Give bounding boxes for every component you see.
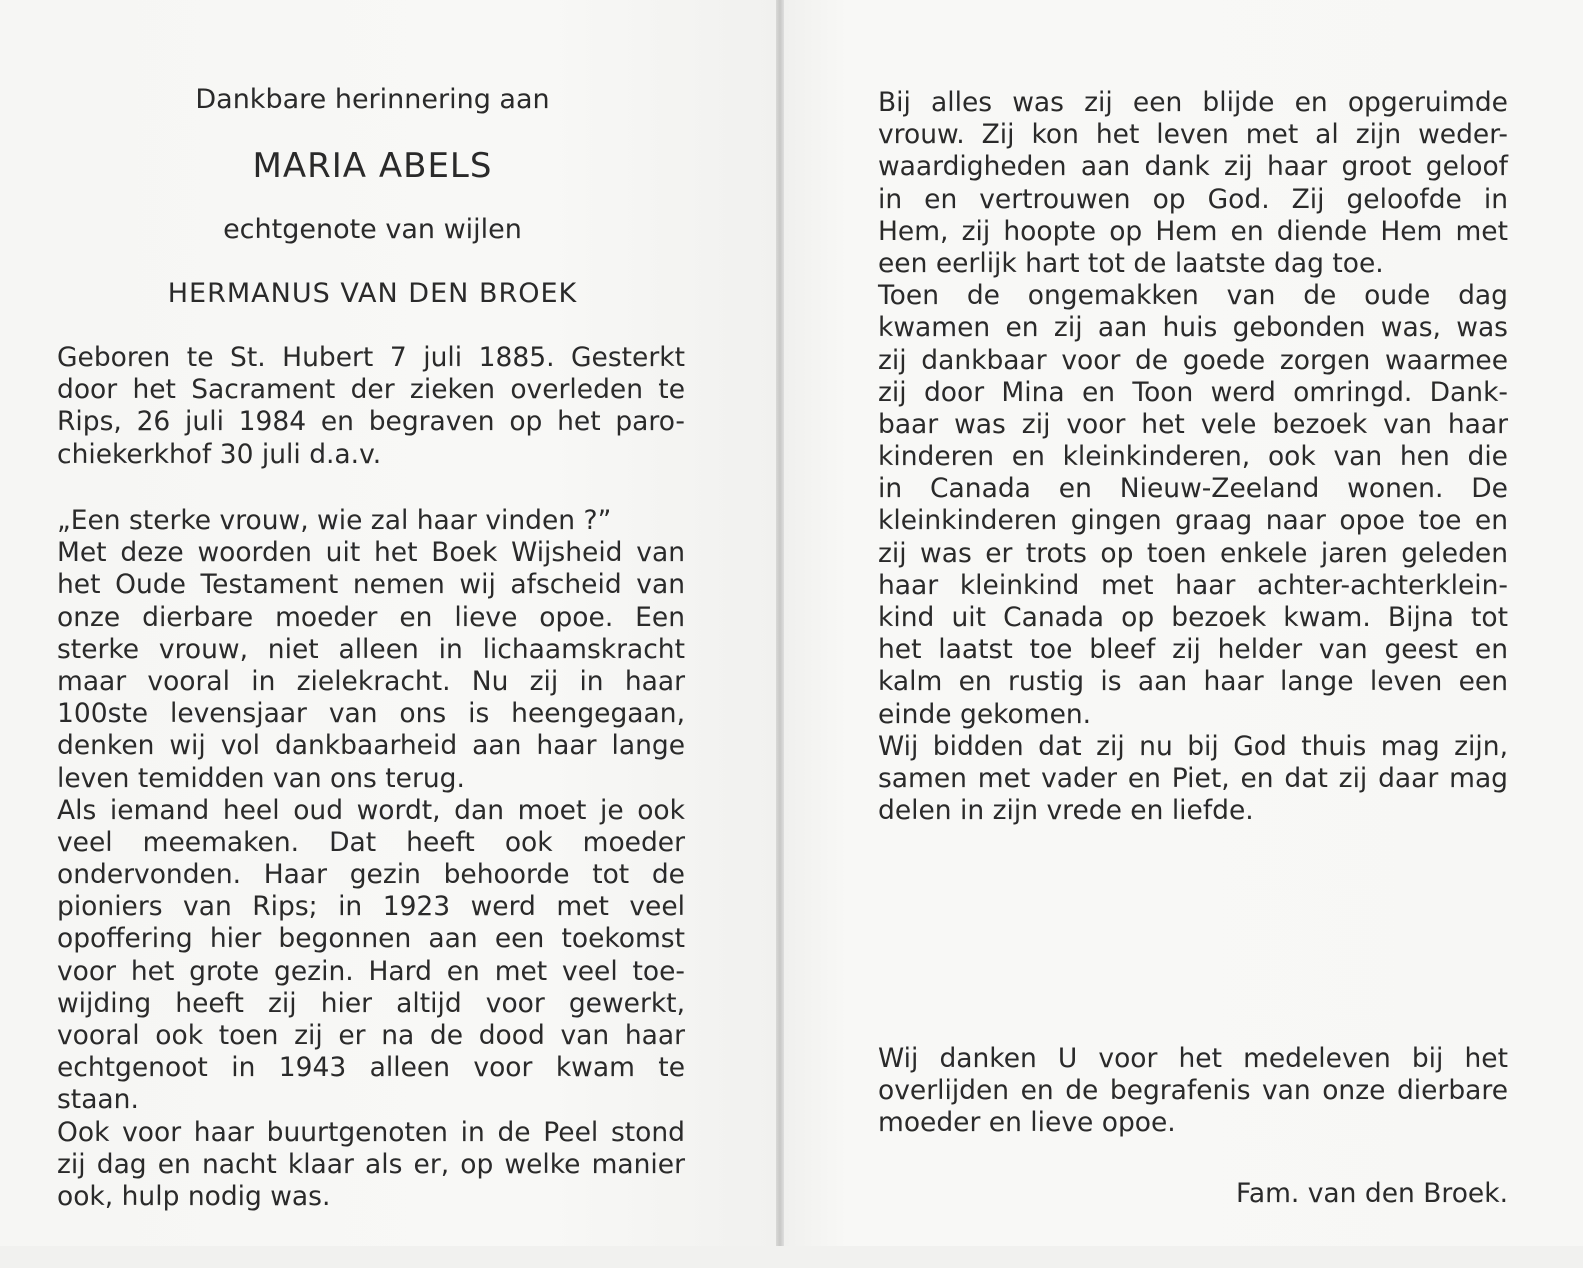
card-bottom-edge [0, 1246, 1583, 1268]
text-line: denken wij vol dankbaarheid aan haar lange [57, 730, 685, 762]
text-line: leven temidden van ons terug. [57, 762, 465, 794]
text-line: Bij alles was zij een blijde en opgeruimde [878, 87, 1508, 118]
text-line: samen met vader en Piet, en dat zij daar mag [878, 762, 1508, 794]
text-line: zij dankbaar voor de goede zorgen waarmee [878, 344, 1508, 376]
text-line: vrouw. Zij kon het leven met al zijn weder- [878, 119, 1508, 151]
card-fold [776, 0, 784, 1268]
text-line: een eerlijk hart tot de laatste dag toe. [878, 247, 1384, 279]
text-line: onze dierbare moeder en lieve opoe. Een [57, 601, 685, 633]
text-line: overlijden en de begrafenis van onze dierbare [878, 1075, 1508, 1107]
text-line: delen in zijn vrede en liefde. [878, 795, 1254, 827]
spouse-label: echtgenote van wijlen [223, 214, 522, 245]
text-line: vooral ook toen zij er na de dood van haar [57, 1020, 685, 1051]
text-line: maar vooral in zielekracht. Nu zij in haar [57, 665, 685, 697]
text-line: ondervonden. Haar gezin behoorde tot de [57, 859, 685, 891]
text-line: sterke vrouw, niet alleen in lichaamskracht [57, 633, 685, 665]
text-line: waardigheden aan dank zij haar groot geloof [878, 151, 1508, 183]
thanks-paragraph [878, 1043, 1508, 1140]
text-line: ook, hulp nodig was. [57, 1180, 331, 1212]
text-line: zij door Mina en Toon werd omringd. Dank- [878, 376, 1508, 408]
text-line: kalm en rustig is aan haar lange leven een [878, 666, 1508, 698]
memorial-text-left [57, 505, 685, 1213]
text-line: einde gekomen. [878, 698, 1092, 730]
text-line: zij dag en nacht klaar als er, op welke manier [57, 1148, 685, 1180]
text-line: Geboren te St. Hubert 7 juli 1885. Gesterkt [57, 342, 685, 373]
text-line: het Oude Testament nemen wij afscheid van [57, 569, 685, 601]
text-line: Hem, zij hoopte op Hem en diende Hem met [878, 215, 1508, 247]
left-page [0, 0, 776, 1268]
text-line: in Canada en Nieuw-Zeeland wonen. De [878, 473, 1508, 505]
text-line: echtgenoot in 1943 alleen voor kwam te [57, 1052, 685, 1084]
text-line: baar was zij voor het vele bezoek van haar [878, 408, 1508, 440]
text-line: opoffering hier begonnen aan een toekomst [57, 923, 685, 955]
deceased-name: MARIA ABELS [252, 146, 493, 186]
text-line: „Een sterke vrouw, wie zal haar vinden ?” [57, 505, 612, 536]
family-signature: Fam. van den Broek. [1236, 1178, 1508, 1209]
text-line: wijding heeft zij hier altijd voor gewerkt, [57, 987, 685, 1019]
text-line: voor het grote gezin. Hard en met veel toe- [57, 955, 685, 987]
text-line: Toen de ongemakken van de oude dag [878, 280, 1508, 312]
dates-paragraph [57, 342, 685, 471]
intro-text: Dankbare herinnering aan [195, 84, 550, 115]
text-line: pioniers van Rips; in 1923 werd met veel [57, 891, 685, 923]
text-line: Wij danken U voor het medeleven bij het [878, 1043, 1508, 1074]
text-line: staan. [57, 1084, 139, 1116]
text-line: zij was er trots op toen enkele jaren geleden [878, 537, 1508, 569]
text-line: veel meemaken. Dat heeft ook moeder [57, 826, 685, 858]
text-line: in en vertrouwen op God. Zij geloofde in [878, 183, 1508, 215]
text-line: kinderen en kleinkinderen, ook van hen die [878, 441, 1508, 473]
text-line: Met deze woorden uit het Boek Wijsheid van [57, 537, 685, 569]
text-line: Wij bidden dat zij nu bij God thuis mag zijn, [878, 730, 1508, 762]
text-line: kwamen en zij aan huis gebonden was, was [878, 312, 1508, 344]
memorial-text-right [878, 87, 1508, 827]
text-line: moeder en lieve opoe. [878, 1107, 1176, 1139]
text-line: Ook voor haar buurtgenoten in de Peel stond [57, 1116, 685, 1148]
text-line: door het Sacrament der zieken overleden te [57, 374, 685, 406]
spouse-name: HERMANUS VAN DEN BROEK [167, 278, 578, 309]
text-line: kleinkinderen gingen graag naar opoe toe en [878, 505, 1508, 537]
text-line: 100ste levensjaar van ons is heengegaan, [57, 698, 685, 730]
text-line: haar kleinkind met haar achter-achterklein- [878, 569, 1508, 601]
text-line: chiekerkhof 30 juli d.a.v. [57, 438, 382, 470]
text-line: Rips, 26 juli 1984 en begraven op het paro- [57, 406, 685, 438]
text-line: Als iemand heel oud wordt, dan moet je ook [57, 794, 685, 826]
text-line: het laatst toe bleef zij helder van geest en [878, 634, 1508, 666]
text-line: kind uit Canada op bezoek kwam. Bijna tot [878, 602, 1508, 633]
